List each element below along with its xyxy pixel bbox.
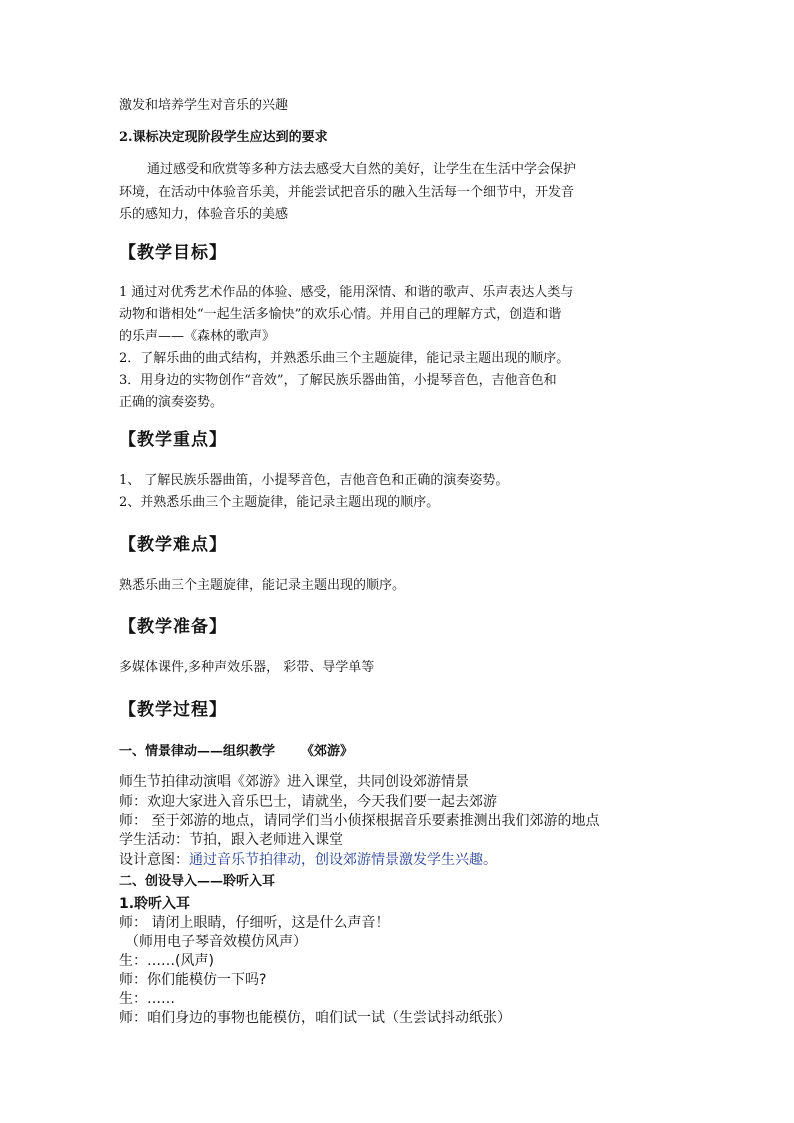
paragraph-line: 乐的感知力，体验音乐的美感: [119, 207, 289, 222]
process-line: 生：……(风声): [119, 953, 214, 969]
heading-process: 【教学过程】: [119, 700, 227, 720]
process-line: 学生活动：节拍，跟入老师进入课堂: [119, 832, 343, 848]
step1-title: [119, 742, 353, 762]
paragraph-line: 通过感受和欣赏等多种方法去感受大自然的美好，让学生在生活中学会保护: [147, 162, 577, 177]
key-point-line: 1、 了解民族乐器曲笛，小提琴音色，吉他音色和正确的演奏姿势。: [119, 473, 509, 488]
design-intent-line: [119, 850, 497, 870]
heading-teaching-goals: 【教学目标】: [119, 243, 227, 263]
step1-title-text: 一、情景律动——组织教学: [119, 744, 276, 759]
paragraph-line: 环境，在活动中体验音乐美，并能尝试把音乐的融入生活每一个细节中，开发音: [119, 185, 575, 200]
process-line: （师用电子琴音效模仿风声）: [125, 934, 307, 950]
goal-line: 正确的演奏姿势。: [119, 395, 224, 410]
process-line: 师：咱们身边的事物也能模仿，咱们试一试（生尝试抖动纸张）: [119, 1010, 511, 1026]
step2-title: 二、创设导入——聆听入耳: [119, 874, 276, 889]
goal-line: 的乐声——《森林的歌声》: [119, 329, 276, 344]
heading-difficulties: 【教学难点】: [119, 535, 227, 555]
step1-song: 《郊游》: [301, 744, 354, 759]
sub-listen-heading: 1.聆听入耳: [119, 896, 191, 912]
heading-key-points: 【教学重点】: [119, 430, 227, 450]
key-point-line: 2、并熟悉乐曲三个主题旋律，能记录主题出现的顺序。: [119, 495, 440, 510]
preparation-line: 多媒体课件,多种声效乐器， 彩带、导学单等: [119, 660, 375, 675]
goal-line: 动物和谐相处“一起生活多愉快”的欢乐心情。并用自己的理解方式，创造和谐: [119, 307, 562, 322]
process-line: 师：你们能模仿一下吗?: [119, 972, 267, 988]
subheading-standards: 2.课标决定现阶段学生应达到的要求: [119, 130, 328, 145]
process-line: 师： 至于郊游的地点，请同学们当小侦探根据音乐要素推测出我们郊游的地点: [119, 813, 600, 829]
process-line: 师：欢迎大家进入音乐巴士，请就坐，今天我们要一起去郊游: [119, 794, 497, 810]
difficulty-line: 熟悉乐曲三个主题旋律，能记录主题出现的顺序。: [119, 578, 406, 593]
goal-line: 2．了解乐曲的曲式结构，并熟悉乐曲三个主题旋律，能记录主题出现的顺序。: [119, 351, 570, 366]
process-line: 师生节拍律动演唱《郊游》进入课堂，共同创设郊游情景: [119, 774, 469, 790]
design-intent-label: 设计意图：: [119, 852, 189, 868]
goal-line: 3．用身边的实物创作“音效”，了解民族乐器曲笛，小提琴音色，吉他音色和: [119, 373, 557, 388]
goal-line: 1 通过对优秀艺术作品的体验、感受，能用深情、和谐的歌声、乐声表达人类与: [119, 285, 574, 300]
process-line: 师： 请闭上眼睛，仔细听，这是什么声音！: [119, 915, 390, 931]
design-intent-text: 通过音乐节拍律动，创设郊游情景激发学生兴趣。: [189, 852, 497, 868]
heading-preparation: 【教学准备】: [119, 617, 227, 637]
process-line: 生：……: [119, 991, 175, 1007]
intro-line: 激发和培养学生对音乐的兴趣: [119, 98, 289, 113]
